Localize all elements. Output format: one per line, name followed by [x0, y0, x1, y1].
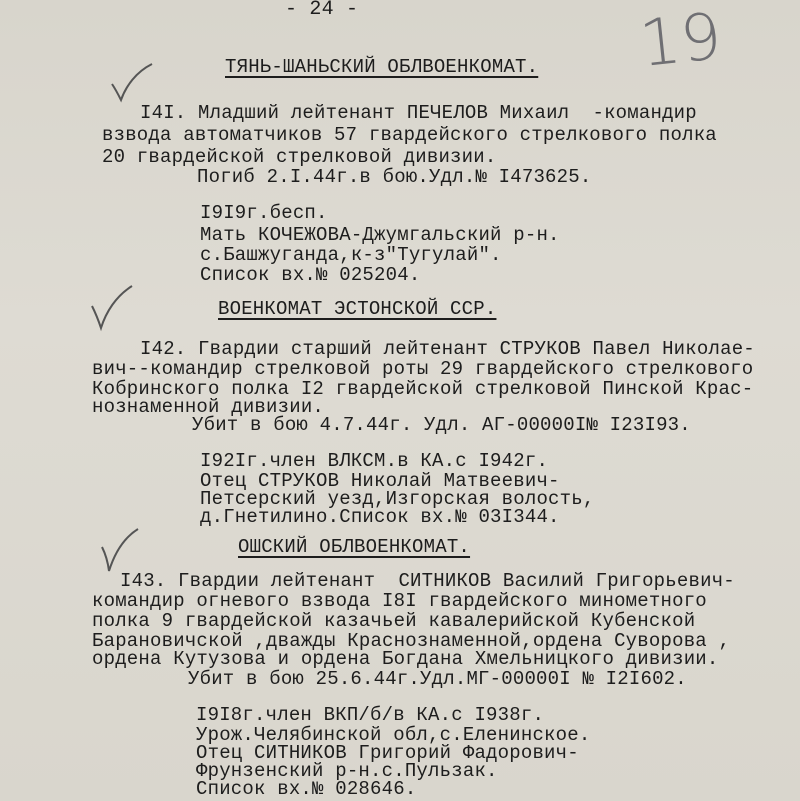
entry-line: командир огневого взвода I8I гвардейского минометного [92, 590, 707, 612]
entry-line: нознаменной дивизии. [92, 396, 325, 418]
info-line: Список вх.№ 025204. [200, 264, 421, 286]
info-line: Отец СИТНИКОВ Григорий Фадорович- [196, 742, 579, 764]
entry-line: полка 9 гвардейской казачьей кавалерийской Кубенской [92, 610, 696, 632]
page-number: - 24 - [285, 0, 359, 21]
info-line: I9I9г.бесп. [200, 202, 328, 224]
info-line: Фрунзенский р-н.с.Пульзак. [196, 760, 498, 782]
entry-line: Барановичской ,дважды Краснознаменной,ордена Суворова , [92, 630, 731, 652]
entry-line: 20 гвардейской стрелковой дивизии. [102, 146, 497, 168]
info-line: с.Башжуганда,к-з"Тугулай". [200, 244, 502, 266]
info-line: Список вх.№ 028646. [196, 778, 417, 800]
info-line: Урож.Челябинской обл,с.Еленинское. [196, 724, 591, 746]
info-line: Отец СТРУКОВ Николай Матвеевич- [200, 470, 560, 492]
entry-line: Убит в бою 4.7.44г. Удл. АГ-00000I№ I23I93. [192, 414, 691, 436]
info-line: Мать КОЧЕЖОВА-Джумгальский р-н. [200, 224, 560, 246]
entry-line: взвода автоматчиков 57 гвардейского стрелкового полка [102, 124, 717, 146]
info-line: д.Гнетилино.Список вх.№ 03I344. [200, 506, 560, 528]
section-heading: ТЯНЬ-ШАНЬСКИЙ ОБЛВОЕНКОМАТ. [225, 56, 539, 78]
info-line: Петсерский уезд,Изгорская волость, [200, 488, 595, 510]
info-line: I92Iг.член ВЛКСМ.в КА.с I942г. [200, 450, 549, 472]
entry-line: Убит в бою 25.6.44г.Удл.МГ-00000I № I2I602. [188, 668, 687, 690]
entry-line: ордена Кутузова и ордена Богдана Хмельницкого дивизии. [92, 648, 719, 670]
entry-line: Кобринского полка I2 гвардейской стрелковой Пинской Крас- [92, 378, 754, 400]
checkmark-icon [88, 284, 138, 332]
entry-line: I43. Гвардии лейтенант СИТНИКОВ Василий Григорьевич- [120, 570, 735, 592]
entry-line: вич--командир стрелковой роты 29 гвардейского стрелкового [92, 358, 754, 380]
handwritten-note: 19 [636, 0, 726, 83]
checkmark-icon [108, 62, 158, 104]
info-line: I9I8г.член ВКП/б/в КА.с I938г. [196, 704, 545, 726]
section-heading: ВОЕНКОМАТ ЭСТОНСКОЙ ССР. [218, 298, 497, 320]
entry-line: Погиб 2.I.44г.в бою.Удл.№ I473625. [197, 166, 592, 188]
entry-line: I4I. Младший лейтенант ПЕЧЕЛОВ Михаил -командир [140, 102, 697, 124]
checkmark-icon [98, 527, 142, 575]
section-heading: ОШСКИЙ ОБЛВОЕНКОМАТ. [238, 536, 471, 558]
entry-line: I42. Гвардии старший лейтенант СТРУКОВ Павел Николае- [140, 338, 755, 360]
